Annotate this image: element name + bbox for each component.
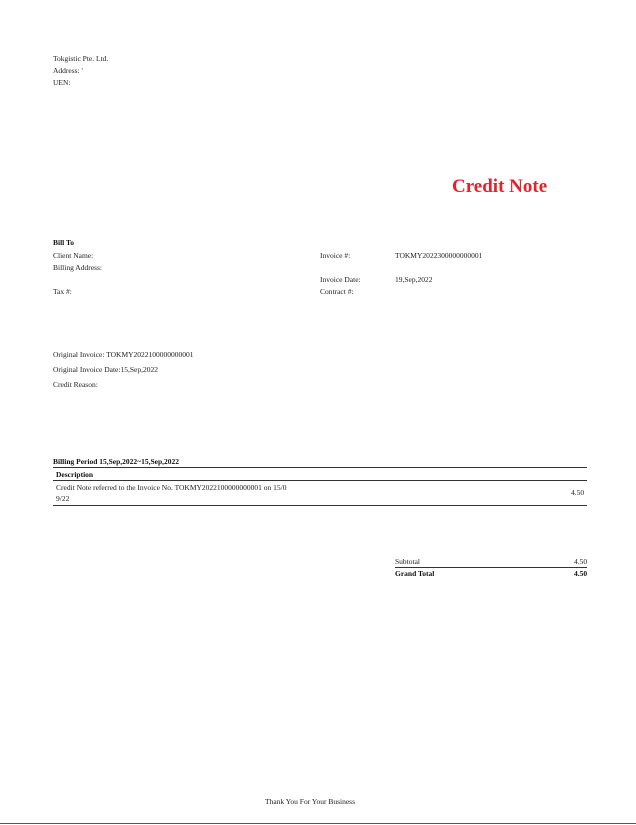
client-name-label: Client Name: — [53, 251, 94, 260]
table-header-description: Description — [56, 470, 94, 479]
totals-rule — [395, 567, 587, 568]
credit-reason-line: Credit Reason: — [53, 380, 98, 389]
company-uen-label: UEN: — [53, 78, 71, 87]
table-bottom-rule — [53, 505, 587, 506]
footer-thank-you: Thank You For Your Business — [265, 797, 356, 806]
grand-total-value: 4.50 — [574, 569, 588, 578]
billing-period: Billing Period 15,Sep,2022~15,Sep,2022 — [53, 457, 179, 466]
page-bottom-border — [0, 823, 636, 824]
contract-label: Contract #: — [320, 287, 354, 296]
row-amount: 4.50 — [571, 488, 585, 497]
original-invoice-date-line: Original Invoice Date:15,Sep,2022 — [53, 365, 158, 374]
invoice-date-value: 19,Sep,2022 — [395, 275, 433, 284]
company-name: Tokgistic Pte. Ltd. — [53, 54, 109, 63]
subtotal-label: Subtotal — [395, 557, 421, 566]
invoice-date-label: Invoice Date: — [320, 275, 361, 284]
billing-address-label: Billing Address: — [53, 263, 102, 272]
bill-to-heading: Bill To — [53, 238, 75, 247]
table-top-rule — [53, 467, 587, 468]
original-invoice-line: Original Invoice: TOKMY2022100000000001 — [53, 350, 194, 359]
grand-total-label: Grand Total — [395, 569, 435, 578]
row-description-line-2: 9/22 — [56, 494, 70, 503]
row-description-line-1: Credit Note referred to the Invoice No. TOKMY2022100000000001 on 15/0 — [56, 483, 287, 492]
company-address-label: Address: ' — [53, 66, 83, 75]
table-header-rule — [53, 480, 587, 481]
document-title: Credit Note — [452, 176, 548, 197]
invoice-number-value: TOKMY2022300000000001 — [395, 251, 483, 260]
subtotal-value: 4.50 — [574, 557, 588, 566]
invoice-number-label: Invoice #: — [320, 251, 351, 260]
tax-label: Tax #: — [53, 287, 72, 296]
